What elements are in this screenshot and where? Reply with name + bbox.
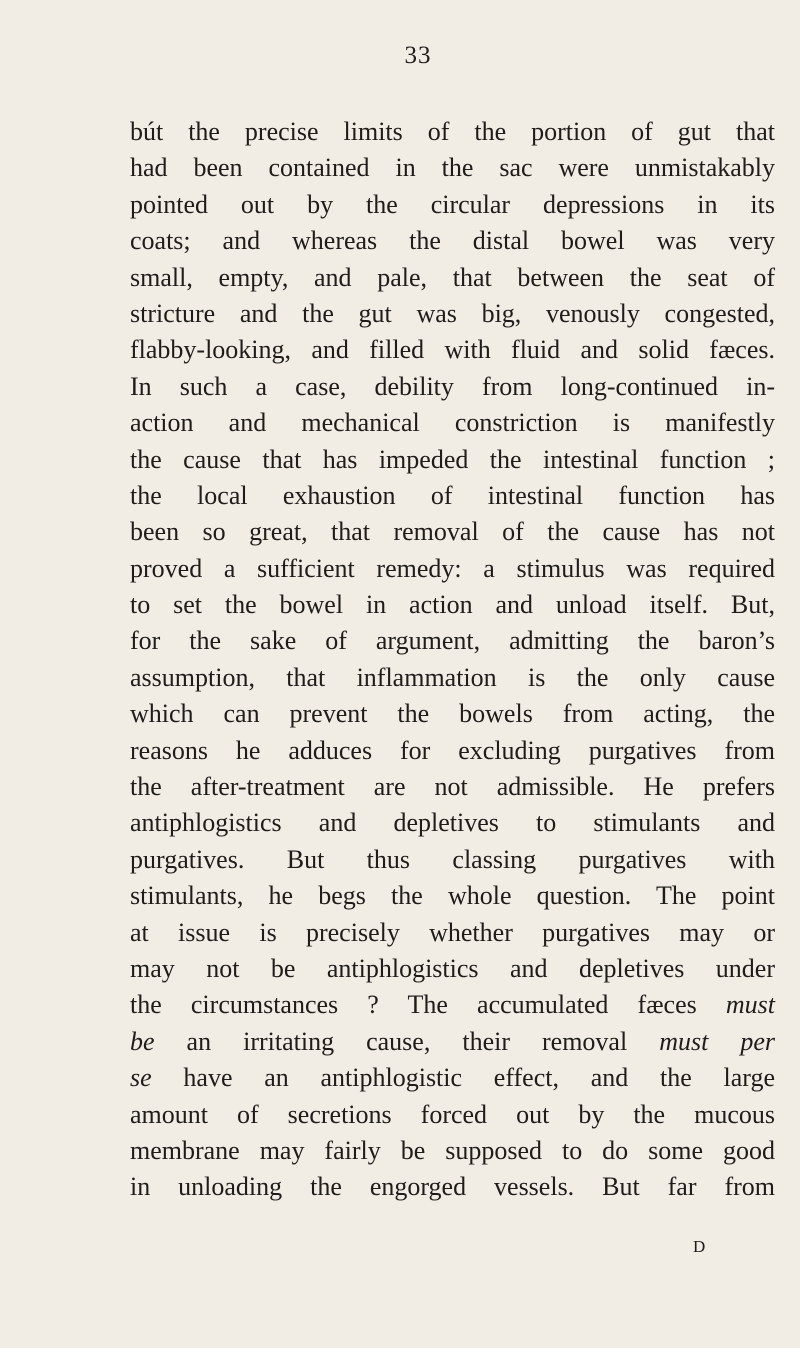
text-line — [130, 769, 775, 805]
text-line — [130, 878, 775, 914]
text-segment: membrane may fairly be supposed to do some good — [130, 1135, 775, 1165]
text-line — [130, 442, 775, 478]
text-segment: to set the bowel in action and unload itself. But, — [130, 590, 775, 620]
text-line — [130, 1169, 775, 1205]
text-segment: stricture and the gut was big, venously congested, — [130, 298, 775, 328]
italic-text: must — [725, 990, 775, 1020]
text-line — [130, 623, 775, 659]
text-segment: coats; and whereas the distal bowel was very — [130, 226, 775, 256]
text-line — [130, 660, 775, 696]
text-line — [130, 805, 775, 841]
text-line — [130, 587, 775, 623]
italic-text: se — [130, 1063, 152, 1093]
italic-text: must per — [659, 1026, 775, 1056]
text-segment: action and mechanical constriction is manifestly — [130, 408, 775, 438]
text-segment: the circumstances ? The accumulated fæces — [130, 990, 726, 1020]
text-segment: stimulants, he begs the whole question. The point — [130, 881, 775, 911]
text-segment: In such a case, debility from long-continued in- — [130, 371, 775, 401]
text-line — [130, 150, 775, 186]
text-segment: an irritating cause, their removal — [154, 1026, 660, 1056]
text-segment: had been contained in the sac were unmistakably — [130, 153, 775, 183]
text-line — [130, 987, 775, 1023]
text-segment: assumption, that inflammation is the only cause — [130, 662, 775, 692]
text-segment: the local exhaustion of intestinal function has — [130, 480, 775, 510]
text-segment: purgatives. But thus classing purgatives with — [130, 844, 775, 874]
text-segment: small, empty, and pale, that between the seat of — [130, 262, 775, 292]
text-line — [130, 1133, 775, 1169]
text-line — [130, 114, 775, 150]
text-segment: amount of secretions forced out by the mucous — [130, 1099, 775, 1129]
text-segment: at issue is precisely whether purgatives may or — [130, 917, 775, 947]
text-line — [130, 514, 775, 550]
text-segment: antiphlogistics and depletives to stimulants and — [130, 808, 775, 838]
text-line — [130, 260, 775, 296]
text-line — [130, 951, 775, 987]
text-line — [130, 478, 775, 514]
page-number: 33 — [404, 42, 432, 69]
text-line — [130, 1060, 775, 1096]
signature-mark: D — [693, 1237, 706, 1256]
text-segment: the cause that has impeded the intestinal function ; — [130, 444, 775, 474]
text-line — [130, 1024, 775, 1060]
text-segment: for the sake of argument, admitting the baron’s — [130, 626, 775, 656]
text-segment: which can prevent the bowels from acting, the — [130, 699, 775, 729]
text-line — [130, 223, 775, 259]
text-segment: in unloading the engorged vessels. But far from — [130, 1172, 775, 1202]
text-segment: proved a sufficient remedy: a stimulus was required — [130, 553, 775, 583]
text-line — [130, 551, 775, 587]
text-line — [130, 332, 775, 368]
text-segment: bút the precise limits of the portion of gut that — [130, 117, 775, 146]
text-line — [130, 915, 775, 951]
text-line — [130, 296, 775, 332]
text-line — [130, 405, 775, 441]
text-line — [130, 696, 775, 732]
text-segment: flabby-looking, and filled with fluid and solid fæces. — [130, 335, 775, 365]
text-line — [130, 1097, 775, 1133]
text-segment: the after-treatment are not admissible. He prefers — [130, 772, 775, 802]
text-line — [130, 187, 775, 223]
text-line — [130, 733, 775, 769]
text-line — [130, 369, 775, 405]
text-line — [130, 842, 775, 878]
text-segment: have an antiphlogistic effect, and the large — [151, 1063, 775, 1093]
text-segment: reasons he adduces for excluding purgatives from — [130, 735, 775, 765]
text-segment: may not be antiphlogistics and depletives under — [130, 953, 775, 983]
body-text — [130, 114, 775, 1206]
text-segment: pointed out by the circular depressions in its — [130, 189, 775, 219]
italic-text: be — [130, 1026, 155, 1056]
text-segment: been so great, that removal of the cause has not — [130, 517, 775, 547]
